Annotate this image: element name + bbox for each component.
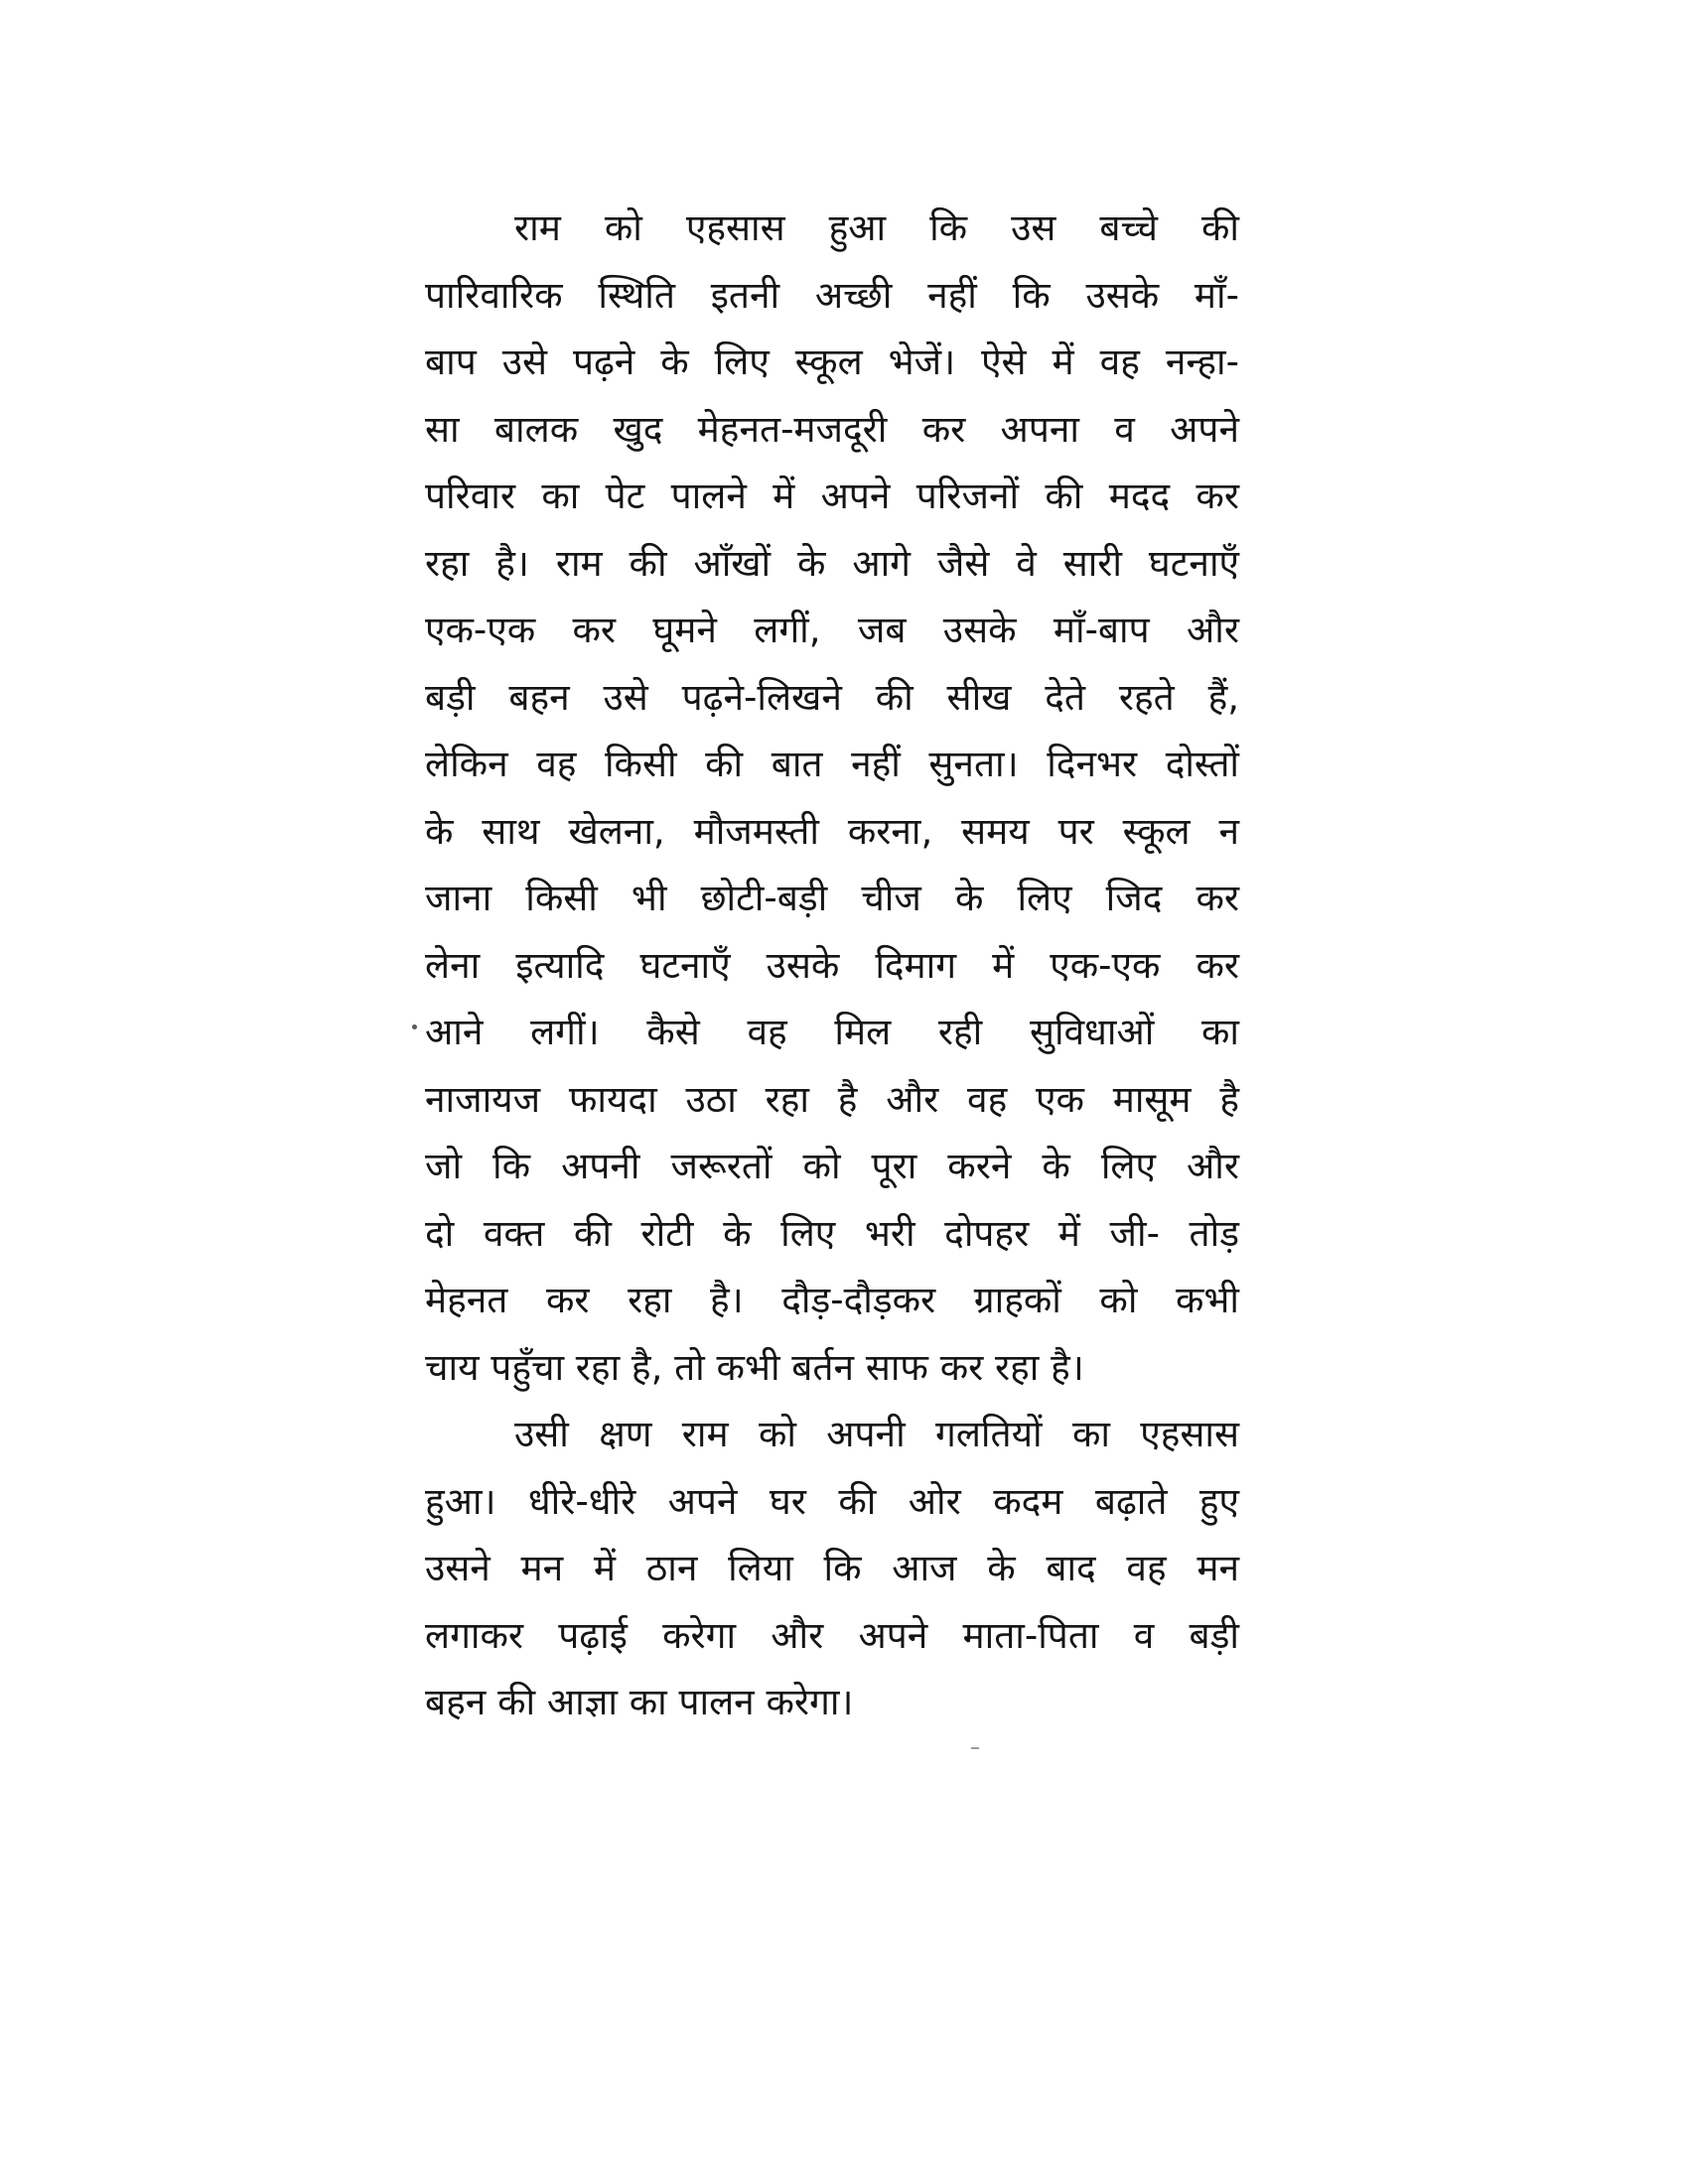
text-line: के साथ खेलना, मौजमस्ती करना, समय पर स्कूल न	[425, 809, 1239, 853]
body-text	[425, 195, 1239, 1736]
text-line: आने लगीं। कैसे वह मिल रही सुविधाओं का	[425, 1011, 1239, 1053]
text-line: बाप उसे पढ़ने के लिए स्कूल भेजें। ऐसे में वह नन्हा-	[425, 341, 1239, 383]
text-line: मेहनत कर रहा है। दौड़-दौड़कर ग्राहकों को कभी	[425, 1279, 1239, 1321]
text-line: बड़ी बहन उसे पढ़ने-लिखने की सीख देते रहते हैं,	[425, 675, 1239, 719]
text-line: राम को एहसास हुआ कि उस बच्चे की	[514, 206, 1239, 249]
text-line: नाजायज फायदा उठा रहा है और वह एक मासूम है	[425, 1077, 1239, 1121]
text-line: उसने मन में ठान लिया कि आज के बाद वह मन	[425, 1547, 1239, 1589]
text-line: लेना इत्यादि घटनाएँ उसके दिमाग में एक-एक कर	[425, 943, 1239, 987]
scan-speck	[412, 1024, 417, 1029]
text-line: दो वक्त की रोटी के लिए भरी दोपहर में जी- तोड़	[425, 1211, 1239, 1255]
text-line: जो कि अपनी जरूरतों को पूरा करने के लिए और	[425, 1145, 1239, 1187]
text-line: जाना किसी भी छोटी-बड़ी चीज के लिए जिद कर	[425, 877, 1239, 919]
paragraph-1	[425, 195, 1239, 1401]
text-line: परिवार का पेट पालने में अपने परिजनों की मदद कर	[425, 475, 1239, 517]
text-line: हुआ। धीरे-धीरे अपने घर की ओर कदम बढ़ाते हुए	[425, 1479, 1239, 1523]
paragraph-2	[425, 1401, 1239, 1736]
text-line: चाय पहुँचा रहा है, तो कभी बर्तन साफ कर रहा है।	[425, 1345, 1084, 1389]
text-line: एक-एक कर घूमने लगीं, जब उसके माँ-बाप और	[425, 609, 1239, 651]
text-line: लगाकर पढ़ाई करेगा और अपने माता-पिता व बड़ी	[425, 1613, 1239, 1657]
text-line: पारिवारिक स्थिति इतनी अच्छी नहीं कि उसके माँ-	[425, 273, 1239, 317]
text-line: उसी क्षण राम को अपनी गलतियों का एहसास	[514, 1413, 1239, 1455]
text-line: बहन की आज्ञा का पालन करेगा।	[425, 1681, 854, 1723]
text-line: रहा है। राम की आँखों के आगे जैसे वे सारी घटनाएँ	[425, 541, 1239, 585]
text-line: सा बालक खुद मेहनत-मजदूरी कर अपना व अपने	[425, 407, 1239, 451]
text-line: लेकिन वह किसी की बात नहीं सुनता। दिनभर दोस्तों	[425, 743, 1239, 785]
scan-mark	[971, 1747, 979, 1749]
